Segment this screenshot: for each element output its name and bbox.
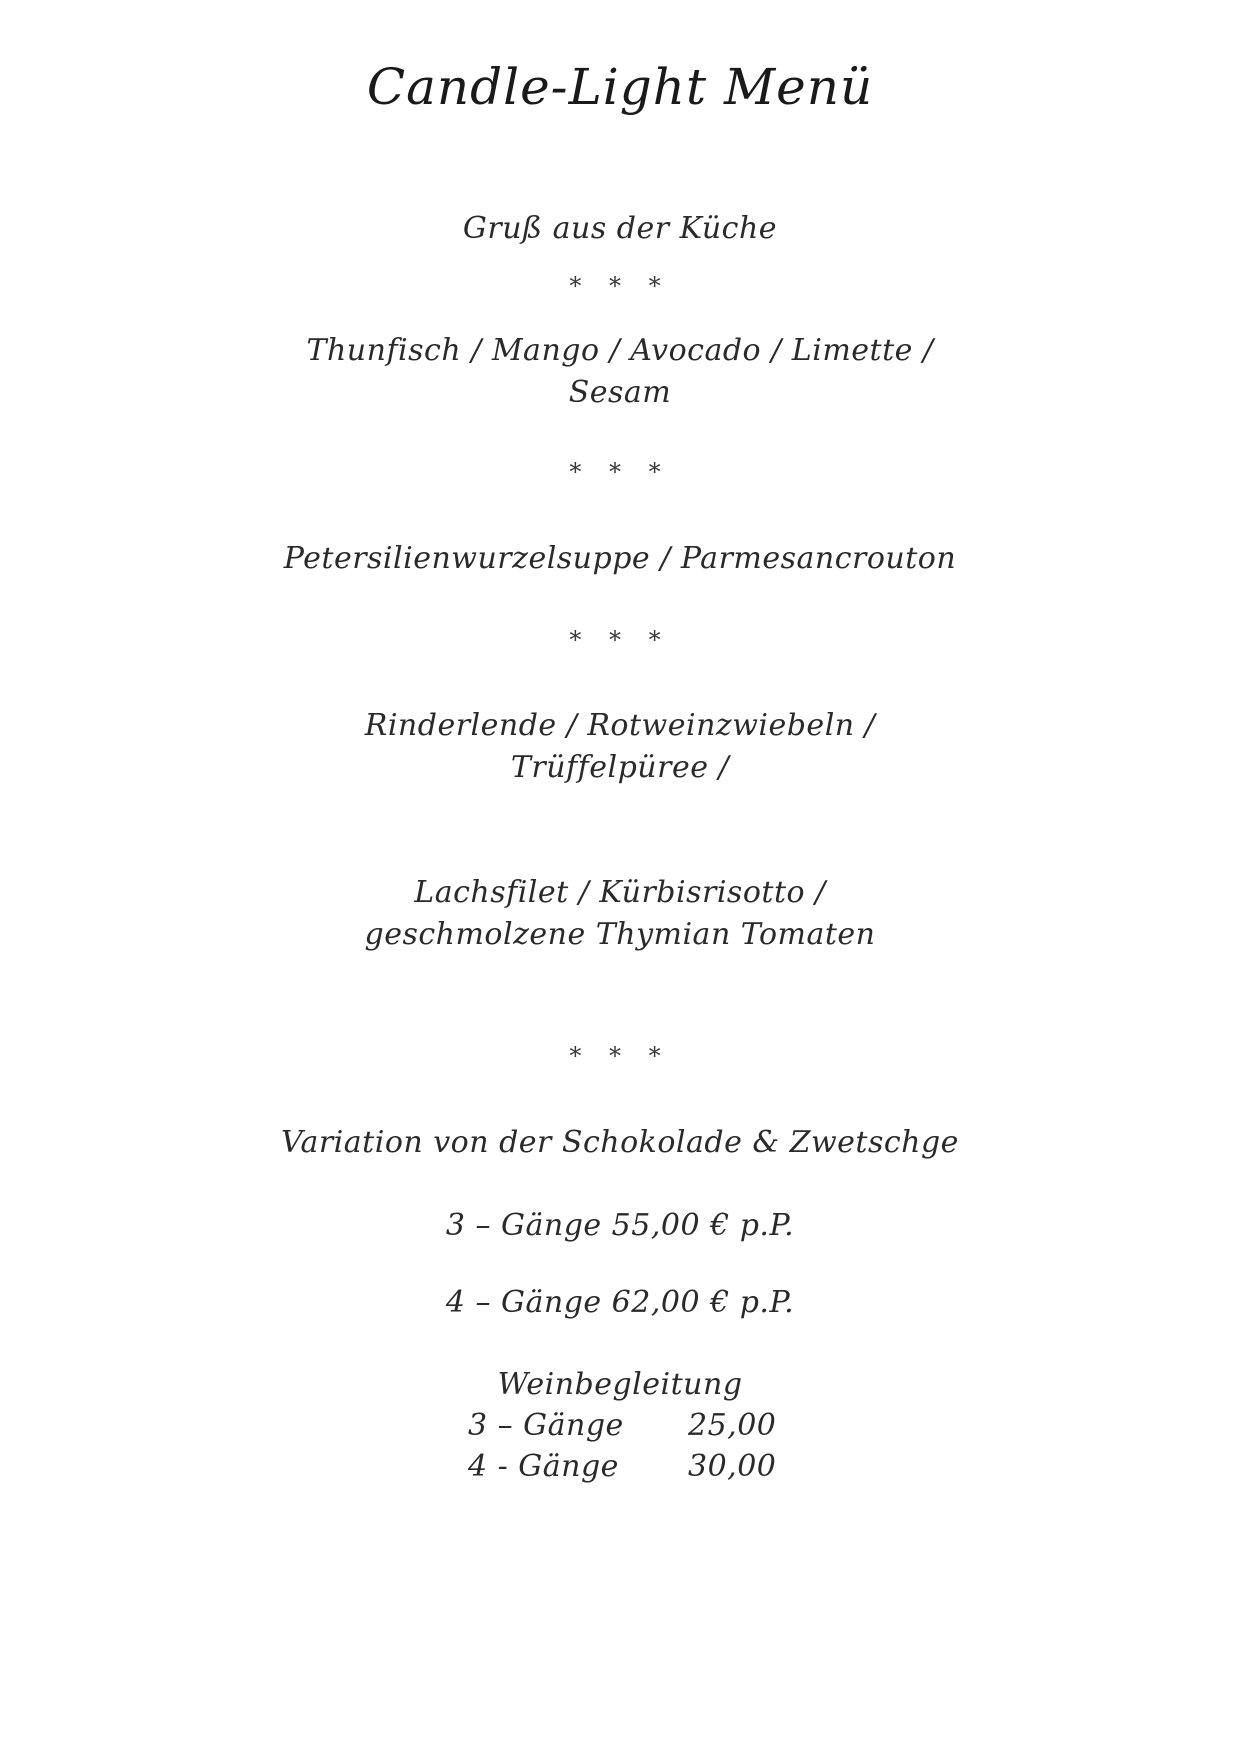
separator-3: * * *: [569, 626, 671, 654]
separator-2: * * *: [569, 458, 671, 486]
course-main-2-line-2: geschmolzene Thymian Tomaten: [364, 917, 876, 952]
price-three-course: 3 – Gänge 55,00 € p.P.: [445, 1208, 795, 1243]
wine-row-three-course: [468, 1405, 808, 1447]
course-starter-line-2: Sesam: [568, 375, 672, 410]
price-four-course: 4 – Gänge 62,00 € p.P.: [445, 1285, 795, 1320]
course-dessert: Variation von der Schokolade & Zwetschge: [281, 1125, 959, 1160]
course-greeting: Gruß aus der Küche: [462, 211, 778, 246]
wine-row-four-course: [468, 1446, 808, 1488]
wine-row-value: 30,00: [688, 1449, 777, 1484]
wine-row-label: 4 - Gänge: [468, 1449, 619, 1484]
wine-row-value: 25,00: [688, 1408, 777, 1443]
course-main-2-line-1: Lachsfilet / Kürbisrisotto /: [414, 875, 826, 910]
separator-1: * * *: [569, 272, 671, 300]
course-starter-line-1: Thunfisch / Mango / Avocado / Limette /: [306, 333, 934, 368]
course-soup: Petersilienwurzelsuppe / Parmesancrouton: [283, 541, 957, 576]
wine-heading: Weinbegleitung: [497, 1367, 743, 1402]
separator-4: * * *: [569, 1042, 671, 1070]
course-main-1-line-2: Trüffelpüree /: [510, 750, 730, 785]
course-main-1-line-1: Rinderlende / Rotweinzwiebeln /: [364, 708, 876, 743]
menu-title: Candle-Light Menü: [366, 58, 874, 116]
wine-row-label: 3 – Gänge: [468, 1408, 624, 1443]
